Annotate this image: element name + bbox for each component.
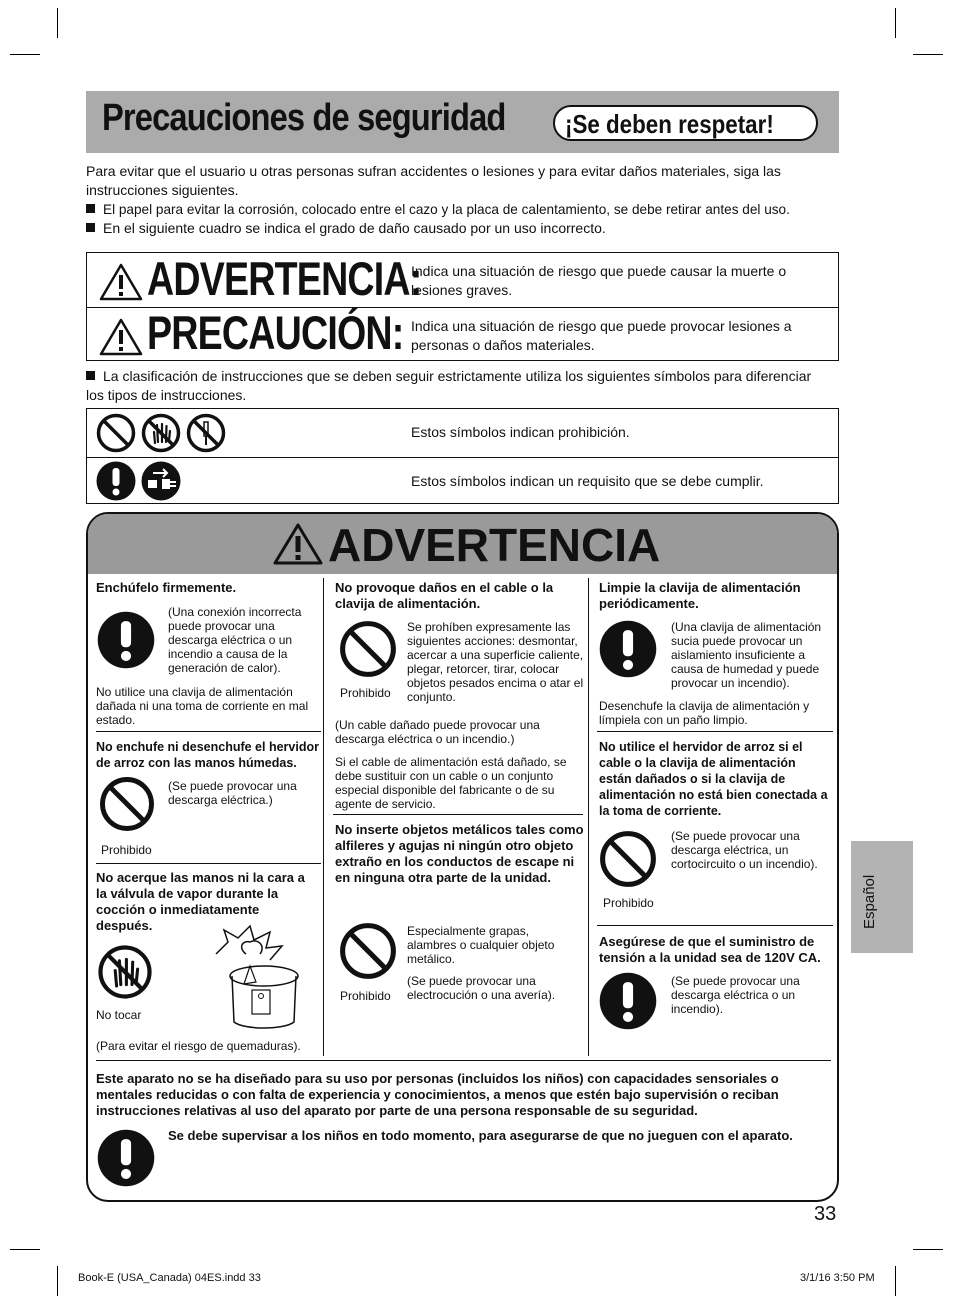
col1-s2-title: No enchufe ni desenchufe el hervidor de arroz con las manos húmedas. xyxy=(96,740,319,770)
mandatory-action-icon xyxy=(97,611,155,669)
section-divider xyxy=(96,1060,831,1061)
intro-bullet-text: En el siguiente cuadro se indica el grado de daño causado por un uso incorrecto. xyxy=(103,220,606,236)
col3-s1-title: Limpie la clavija de alimentación periódicamente. xyxy=(599,580,801,611)
advertencia-description: Indica una situación de riesgo que puede causar la muerte o lesiones graves. xyxy=(411,263,787,298)
col2-s2-title: No inserte objetos metálicos tales como alfileres y agujas ni ningún otro objeto extraño en los conductos de escape ni en ninguna otra parte de la unidad. xyxy=(335,822,584,885)
column-divider xyxy=(323,578,324,1056)
do-not-touch-icon xyxy=(141,413,181,453)
prohibition-icon xyxy=(99,776,155,832)
crop-mark xyxy=(57,8,58,38)
no-disassembly-icon xyxy=(186,413,226,453)
col1-s2-label: Prohibido xyxy=(101,843,152,857)
col3-s3-text: (Se puede provocar una descarga eléctrica o un incendio). xyxy=(671,974,800,1016)
warning-triangle-icon xyxy=(272,522,324,566)
prohibition-icon xyxy=(599,830,657,888)
crop-mark xyxy=(10,1249,40,1250)
language-tab-label: Español xyxy=(861,874,878,929)
precaucion-description: Indica una situación de riesgo que puede provocar lesiones a personas o daños materiales. xyxy=(411,318,792,353)
col3-s1-text: (Una clavija de alimentación sucia puede provocar un aislamiento insuficiente a causa de humedad y puede provocar un incendio). xyxy=(671,620,822,690)
col2-s1-title: No provoque daños en el cable o la clavija de alimentación. xyxy=(335,580,554,611)
col1-s1-text: (Una conexión incorrecta puede provocar una descarga eléctrica o un incendio a causa de la generación de calor). xyxy=(168,605,302,675)
section-divider xyxy=(96,731,321,732)
warning-heading: ADVERTENCIA xyxy=(328,519,661,571)
col2-s2-text2: (Se puede provocar una electrocución o una avería). xyxy=(407,974,556,1002)
col1-s1-note: No utilice una clavija de alimentación dañada ni una toma de corriente en mal estado. xyxy=(96,685,309,727)
section-divider xyxy=(333,814,583,815)
footer-file-info: Book-E (USA_Canada) 04ES.indd 33 xyxy=(78,1272,261,1284)
col1-s2-text: (Se puede provocar una descarga eléctrica.) xyxy=(168,779,297,807)
col3-s2-label: Prohibido xyxy=(603,896,654,910)
hazard-legend-table xyxy=(86,252,839,361)
unplug-icon xyxy=(141,461,181,501)
bullet-square-icon xyxy=(86,371,95,380)
legend-row-precaucion xyxy=(87,307,838,361)
col3-s2-text: (Se puede provocar una descarga eléctrica, un cortocircuito o un incendio). xyxy=(671,829,818,871)
intro-bullet xyxy=(86,219,836,238)
rice-cooker-steam-icon xyxy=(208,924,302,1034)
legend-row-advertencia xyxy=(87,253,838,307)
symbols-row-requirement xyxy=(87,457,838,505)
prohibition-description: Estos símbolos indican prohibición. xyxy=(411,424,630,440)
title-badge-label: ¡Se deben respetar! xyxy=(565,109,774,139)
bullet-square-icon xyxy=(86,204,95,213)
section-divider xyxy=(597,925,833,926)
col1-s3-label: No tocar xyxy=(96,1008,142,1022)
col3-s3-title: Asegúrese de que el suministro de tensión a la unidad sea de 120V CA. xyxy=(599,934,821,965)
title-badge xyxy=(553,105,818,141)
col1-s1-title: Enchúfelo firmemente. xyxy=(96,580,237,595)
col3-s1-note: Desenchufe la clavija de alimentación y límpiela con un paño limpio. xyxy=(599,699,810,727)
warning-panel xyxy=(86,512,839,1202)
crop-mark xyxy=(57,1266,58,1296)
col1-s3-note: (Para evitar el riesgo de quemaduras). xyxy=(96,1039,301,1053)
classification-bullet-text: La clasificación de instrucciones que se deben seguir estrictamente utiliza los siguientes símbolos para diferenciar los tipos de instrucciones. xyxy=(86,368,812,403)
col3-s2-title: No utilice el hervidor de arroz si el cable o la clavija de alimentación están dañados o si la clavija de alimentación no está bien conectada a la toma de corriente. xyxy=(599,740,828,818)
crop-mark xyxy=(913,54,943,55)
mandatory-action-icon xyxy=(599,972,657,1030)
symbols-row-prohibition xyxy=(87,409,838,457)
do-not-touch-icon xyxy=(97,944,153,1000)
col2-s2-text1: Especialmente grapas, alambres o cualquier objeto metálico. xyxy=(407,924,555,966)
intro-bullet xyxy=(86,200,836,219)
crop-mark xyxy=(895,8,896,38)
warning-triangle-icon xyxy=(99,263,143,301)
col2-s1-note2: Si el cable de alimentación está dañado, se debe sustituir con un cable o un conjunto especial disponible del fabricante o de su agente de servicio. xyxy=(335,755,567,811)
col2-s2-label: Prohibido xyxy=(340,989,391,1003)
bottom-warning-text: Este aparato no se ha diseñado para su uso por personas (incluidos los niños) con capacidades sensoriales o mentales reducidas o con falta de experiencia y conocimientos, a menos que estén bajo supervisión o reciban instrucciones relativas al uso del aparato por parte de una persona responsable de su seguridad. xyxy=(96,1071,779,1118)
prohibition-icon xyxy=(339,922,397,980)
col2-s1-text: Se prohíben expresamente las siguientes acciones: desmontar, acercar a una superficie caliente, plegar, retorcer, tirar, colocar objetos pesados encima o atar el conjunto. xyxy=(407,620,584,704)
precaucion-label: PRECAUCIÓN: xyxy=(147,306,404,359)
warning-panel-header xyxy=(88,514,837,574)
page-title: Precauciones de seguridad xyxy=(102,97,506,139)
symbols-table xyxy=(86,408,839,504)
title-bar xyxy=(86,91,839,153)
col2-s1-note1: (Un cable dañado puede provocar una descarga eléctrica o un incendio.) xyxy=(335,718,540,746)
classification-bullet xyxy=(86,367,826,405)
crop-mark xyxy=(913,1249,943,1250)
intro-paragraph: Para evitar que el usuario u otras personas sufran accidentes o lesiones y para evitar daños materiales, siga las instrucciones siguientes. xyxy=(86,163,781,198)
mandatory-action-icon xyxy=(599,620,657,678)
advertencia-label: ADVERTENCIA: xyxy=(147,252,422,305)
warning-triangle-icon xyxy=(99,318,143,356)
prohibition-icon xyxy=(96,413,136,453)
bottom-warning-note: Se debe supervisar a los niños en todo momento, para asegurarse de que no jueguen con el aparato. xyxy=(168,1128,793,1143)
section-divider xyxy=(597,731,833,732)
column-divider xyxy=(588,578,589,1056)
crop-mark xyxy=(895,1266,896,1296)
language-tab xyxy=(851,841,913,953)
col2-s1-label: Prohibido xyxy=(340,686,391,700)
footer-date: 3/1/16 3:50 PM xyxy=(800,1272,875,1284)
mandatory-action-icon xyxy=(96,461,136,501)
prohibition-icon xyxy=(339,620,397,678)
bullet-square-icon xyxy=(86,223,95,232)
page-number: 33 xyxy=(814,1203,837,1225)
crop-mark xyxy=(10,54,40,55)
section-divider xyxy=(96,863,321,864)
intro-bullet-text: El papel para evitar la corrosión, colocado entre el cazo y la placa de calentamiento, se debe retirar antes del uso. xyxy=(103,202,790,217)
mandatory-action-icon xyxy=(97,1129,155,1187)
col1-s3-title: No acerque las manos ni la cara a la válvula de vapor durante la cocción o inmediatamente después. xyxy=(96,870,305,933)
requirement-description: Estos símbolos indican un requisito que se debe cumplir. xyxy=(411,473,764,489)
